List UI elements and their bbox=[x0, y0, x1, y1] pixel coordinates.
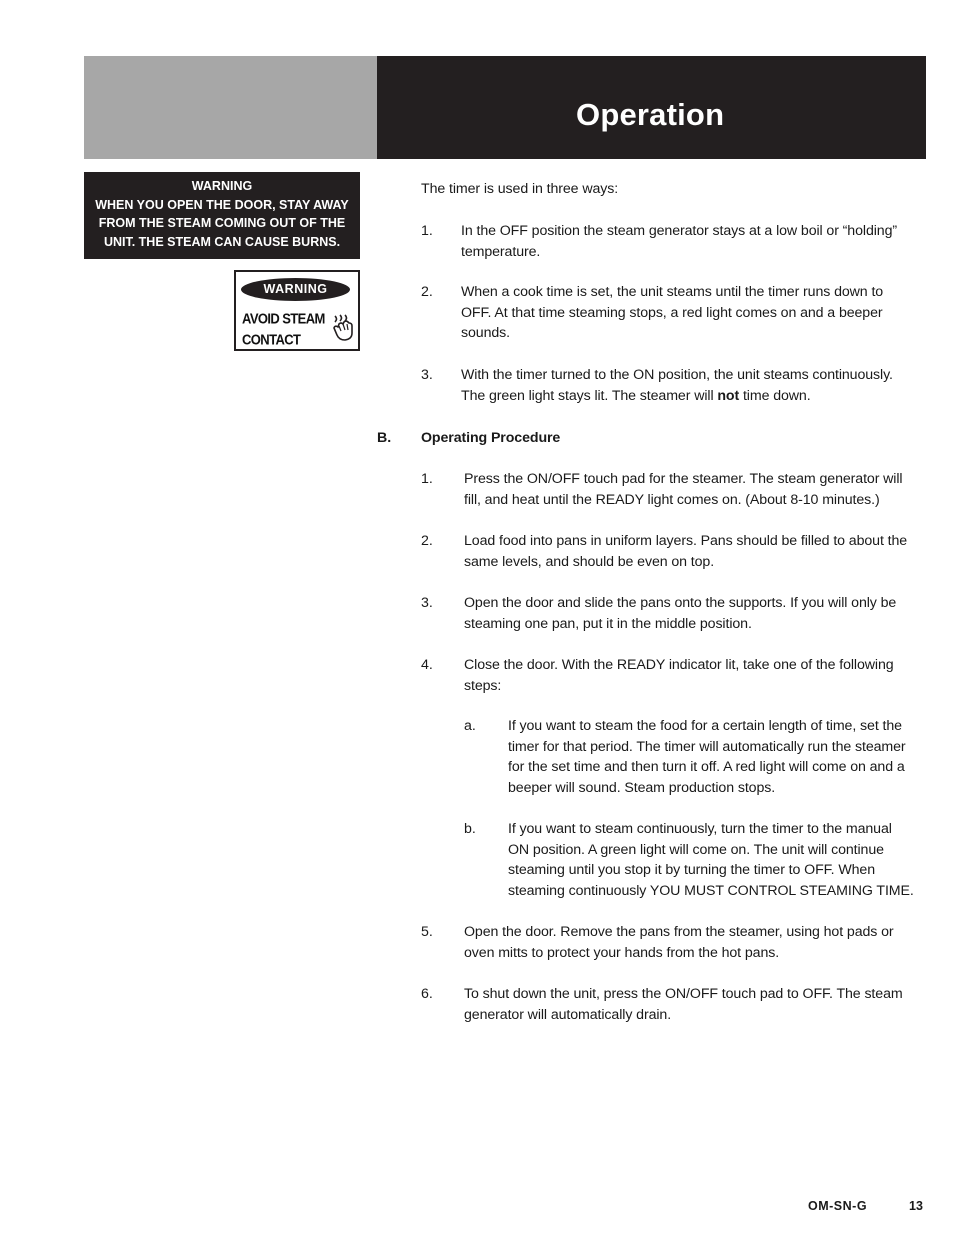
substep-letter: b. bbox=[464, 821, 476, 837]
warning-box-line: UNIT. THE STEAM CAN CAUSE BURNS. bbox=[103, 234, 341, 249]
section-letter: B. bbox=[377, 430, 392, 446]
substep-line: for the set time and then turn it off. A red light will come on and a bbox=[508, 759, 905, 776]
list-item-number: 2. bbox=[421, 284, 433, 300]
intro-text: The timer is used in three ways: bbox=[421, 181, 619, 197]
section-title: Operating Procedure bbox=[421, 430, 561, 446]
warning-sign bbox=[234, 270, 360, 351]
page-title: Operation bbox=[576, 97, 725, 132]
warning-box-line: WHEN YOU OPEN THE DOOR, STAY AWAY bbox=[95, 197, 349, 212]
list-item bbox=[461, 365, 893, 406]
step-item bbox=[464, 984, 903, 1025]
step-number: 1. bbox=[421, 471, 433, 487]
substep-line: If you want to steam the food for a certain length of time, set the bbox=[508, 718, 902, 734]
step-item bbox=[464, 469, 902, 510]
substep-item bbox=[508, 819, 914, 901]
step-line: oven mitts to protect your hands from the hot pans. bbox=[464, 944, 780, 961]
warning-sign-text-line: AVOID STEAM bbox=[242, 310, 325, 327]
substep-item bbox=[508, 716, 906, 798]
step-line: Close the door. With the READY indicator lit, take one of the following bbox=[464, 657, 894, 673]
list-item-line: With the timer turned to the ON position, the unit steams continuously. bbox=[461, 367, 893, 383]
step-number: 4. bbox=[421, 657, 433, 673]
step-number: 5. bbox=[421, 924, 433, 940]
warning-sign-label: WARNING bbox=[241, 278, 350, 301]
header-bar bbox=[377, 56, 926, 159]
step-number: 2. bbox=[421, 533, 433, 549]
step-line: same levels, and should be even on top. bbox=[464, 553, 715, 570]
list-item-number: 3. bbox=[421, 367, 433, 383]
warning-sign-text bbox=[242, 308, 325, 350]
page-number: 13 bbox=[909, 1199, 923, 1213]
step-item bbox=[464, 531, 907, 572]
step-line: Press the ON/OFF touch pad for the steamer. The steam generator will bbox=[464, 471, 903, 487]
step-item bbox=[464, 655, 894, 696]
step-line: Open the door. Remove the pans from the steamer, using hot pads or bbox=[464, 924, 894, 940]
list-item-number: 1. bbox=[421, 223, 433, 239]
list-item-line: sounds. bbox=[461, 325, 510, 342]
step-line: To shut down the unit, press the ON/OFF touch pad to OFF. The steam bbox=[464, 986, 903, 1002]
step-number: 6. bbox=[421, 986, 433, 1002]
document-code: OM-SN-G bbox=[808, 1199, 868, 1213]
step-line: fill, and heat until the READY light comes on. (About 8-10 minutes.) bbox=[464, 491, 880, 508]
header-gray-block bbox=[84, 56, 377, 159]
step-line: steps: bbox=[464, 677, 502, 694]
step-item bbox=[464, 593, 896, 634]
list-item-line bbox=[461, 386, 893, 407]
list-item-line: In the OFF position the steam generator stays at a low boil or “holding” bbox=[461, 223, 897, 239]
step-line: steaming one pan, put it in the middle position. bbox=[464, 615, 752, 632]
step-line: generator will automatically drain. bbox=[464, 1006, 672, 1023]
list-item-line: temperature. bbox=[461, 243, 541, 260]
substep-line: ON position. A green light will come on. The unit will continue bbox=[508, 841, 884, 858]
step-line: Load food into pans in uniform layers. Pans should be filled to about the bbox=[464, 533, 908, 549]
warning-sign-text-line: CONTACT bbox=[242, 331, 301, 348]
warning-box-line: FROM THE STEAM COMING OUT OF THE bbox=[98, 216, 346, 231]
list-item-line: When a cook time is set, the unit steams until the timer runs down to bbox=[461, 284, 884, 300]
warning-box bbox=[84, 172, 360, 259]
substep-line: steaming until you stop it by turning the timer to OFF. When bbox=[508, 862, 875, 879]
step-line: Open the door and slide the pans onto the supports. If you will only be bbox=[464, 595, 897, 611]
list-item bbox=[461, 221, 897, 262]
list-item bbox=[461, 282, 883, 344]
substep-line: beeper will sound. Steam production stops. bbox=[508, 779, 776, 796]
substep-letter: a. bbox=[464, 718, 476, 734]
list-item-line: OFF. At that time steaming stops, a red light comes on and a beeper bbox=[461, 304, 883, 321]
step-number: 3. bbox=[421, 595, 433, 611]
step-item bbox=[464, 922, 894, 963]
warning-box-line: WARNING bbox=[191, 179, 253, 193]
text-fragment: time down. bbox=[739, 387, 811, 404]
substep-line: If you want to steam continuously, turn the timer to the manual bbox=[508, 821, 892, 837]
substep-line: timer for that period. The timer will automatically run the steamer bbox=[508, 738, 906, 755]
substep-line: steaming continuously YOU MUST CONTROL STEAMING TIME. bbox=[508, 882, 914, 899]
steam-hand-icon bbox=[332, 312, 356, 342]
emphasis-text: not bbox=[717, 387, 740, 404]
text-fragment: The green light stays lit. The steamer will bbox=[461, 387, 718, 404]
